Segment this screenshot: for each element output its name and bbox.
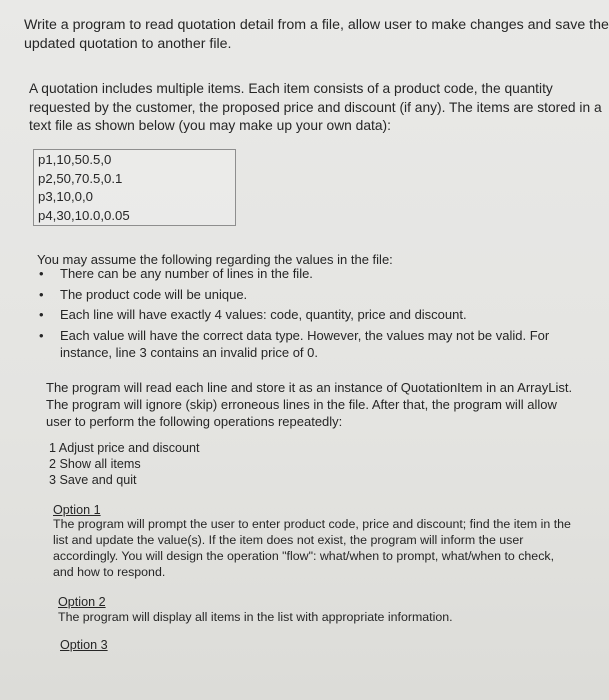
list-item [37, 306, 592, 324]
bullet-text: The product code will be unique. [60, 286, 248, 302]
bullet-icon: • [39, 327, 44, 343]
bullet-icon: • [39, 266, 44, 281]
operations-menu [49, 440, 349, 488]
code-line: p1,10,50.5,0 [38, 152, 112, 167]
intro-paragraph: A quotation includes multiple items. Each item consists of a product code, the quantity requested by the customer, the proposed price and discount (if any). The items are stored in a text file as shown below (you may make up your own data): [29, 81, 602, 133]
menu-item-save: 3 Save and quit [49, 473, 137, 487]
menu-item-show: 2 Show all items [49, 457, 141, 471]
code-line: p3,10,0,0 [38, 189, 93, 204]
option2-heading: Option 2 [58, 595, 106, 609]
assumptions-list [37, 265, 592, 365]
option1-text: The program will prompt the user to enter product code, price and discount; find the item in the list and update the value(s). If the item does not exist, the program will inform the user accordingly. You will design the operation "flow": what/when to prompt, what/when to check, and how to respond. [53, 517, 571, 579]
bullet-text: Each line will have exactly 4 values: code, quantity, price and discount. [60, 307, 467, 322]
sample-data-box [33, 149, 236, 226]
assignment-title: Write a program to read quotation detail from a file, allow user to make changes and save the updated quotation to another file. [24, 17, 609, 52]
bullet-text: Each value will have the correct data type. However, the values may not be valid. For instance, line 3 contains an invalid price of 0. [60, 327, 550, 360]
assumptions-intro: You may assume the following regarding the values in the file: [37, 252, 393, 267]
option1-heading: Option 1 [53, 503, 101, 517]
bullet-icon: • [39, 307, 44, 322]
list-item [37, 265, 592, 283]
program-paragraph: The program will read each line and store it as an instance of QuotationItem in an ArrayList. The program will ignore (skip) erroneous lines in the file. After that, the program will allow user to perform the following operations repeatedly: [46, 380, 573, 429]
option2-text: The program will display all items in the list with appropriate information. [58, 610, 453, 624]
menu-item-adjust: 1 Adjust price and discount [49, 441, 200, 455]
list-item [37, 327, 592, 362]
bullet-text: There can be any number of lines in the file. [60, 266, 313, 281]
code-line: p2,50,70.5,0.1 [38, 170, 123, 186]
list-item [37, 286, 592, 304]
code-line: p4,30,10.0,0.05 [38, 207, 130, 223]
option3-heading: Option 3 [60, 638, 108, 652]
bullet-icon: • [39, 286, 44, 302]
